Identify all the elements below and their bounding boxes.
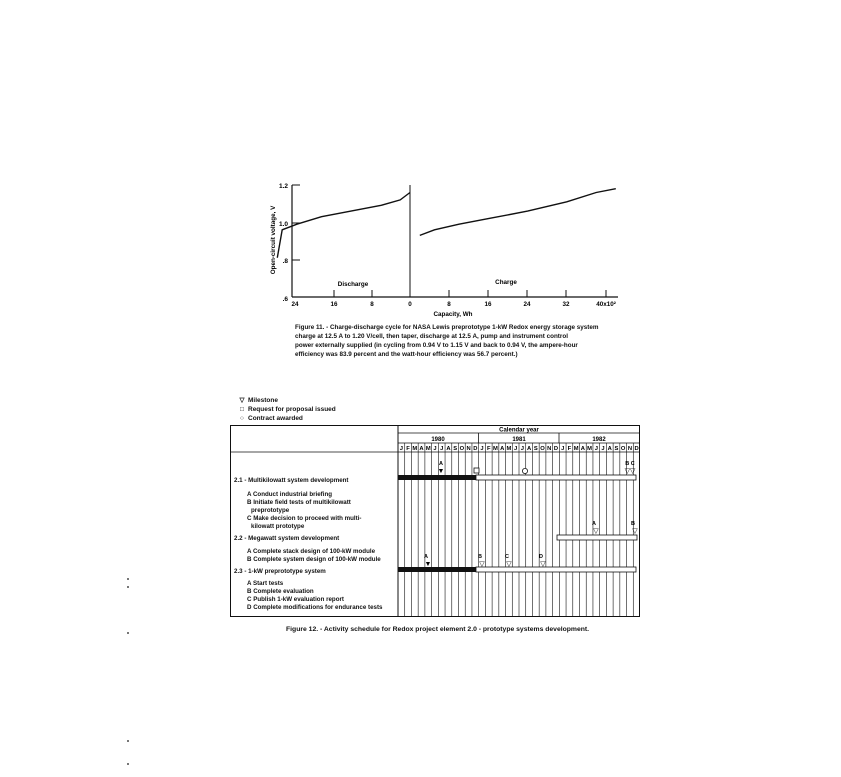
year-label: 1980 <box>431 437 445 443</box>
month-label: S <box>614 446 619 452</box>
task-label: B Complete system design of 100-kW module <box>247 556 381 563</box>
month-label: J <box>440 446 444 452</box>
task-label: D Complete modifications for endurance tests <box>247 604 383 611</box>
month-label: A <box>580 446 585 452</box>
month-label: M <box>573 446 579 452</box>
task-bar-2-3-active <box>398 567 476 572</box>
month-label: A <box>446 446 451 452</box>
milestone-triangle-icon: ▼ <box>424 561 432 568</box>
legend-milestone <box>236 396 336 405</box>
task-label: A Conduct industrial briefing <box>247 491 333 498</box>
x-tick-label: 8 <box>370 301 374 308</box>
x-tick-label: 8 <box>447 301 451 308</box>
scan-speck <box>127 578 129 580</box>
task-label: 2.1 - Multikilowatt system development <box>234 477 349 484</box>
task-label: C Make decision to proceed with multi- <box>247 515 362 522</box>
task-label: C Publish 1-kW evaluation report <box>247 596 344 603</box>
month-label: M <box>425 446 431 452</box>
month-label: N <box>466 446 471 452</box>
y-tick-label: .6 <box>282 296 288 303</box>
milestone-label: A <box>424 554 428 560</box>
month-label: A <box>526 446 532 452</box>
month-label: N <box>547 446 552 452</box>
month-label: A <box>607 446 612 452</box>
triangle-icon: ▽ <box>239 397 245 404</box>
caption-line: Figure 11. - Charge-discharge cycle for NASA Lewis preprototype 1-kW Redox energy storage system <box>295 324 599 331</box>
task-label: 2.2 - Megawatt system development <box>234 535 340 542</box>
task-label: A Complete stack design of 100-kW module <box>247 548 376 555</box>
milestone-label: B <box>478 554 482 560</box>
month-label: A <box>419 446 424 452</box>
year-label: 1982 <box>592 437 606 443</box>
legend-rfp <box>236 405 336 414</box>
month-label: M <box>412 446 418 452</box>
schedule-legend <box>236 396 336 423</box>
month-label: J <box>399 446 403 452</box>
task-label: A Start tests <box>247 580 284 587</box>
square-icon: □ <box>240 406 244 413</box>
milestone-triangle-icon: ▽ <box>540 561 546 568</box>
x-tick-label: 0 <box>408 301 412 308</box>
x-ticks <box>334 290 606 297</box>
month-label: A <box>500 446 505 452</box>
caption-line: power externally supplied (in cycling from 0.94 V to 1.15 V and back to 0.94 V, the ampere-hour <box>295 342 578 349</box>
milestone-triangle-icon: ▽ <box>479 561 485 568</box>
legend-label: Milestone <box>248 397 278 404</box>
milestone-triangle-icon: ▼ <box>437 468 445 475</box>
y-tick-label: .8 <box>282 258 288 265</box>
task-bar-2-1-active <box>398 475 476 480</box>
task-bar-2-3-planned <box>476 567 636 572</box>
milestone-triangle-icon: ▽ <box>506 561 512 568</box>
month-label: J <box>594 446 598 452</box>
month-label: S <box>453 446 458 452</box>
milestone-label: A <box>439 461 443 467</box>
x-tick-label: 32 <box>562 301 570 308</box>
caption-line: efficiency was 83.9 percent and the watt-hour efficiency was 56.7 percent.) <box>295 351 518 358</box>
milestone-label: D <box>539 554 543 560</box>
y-tick-label: 1.2 <box>278 183 288 190</box>
x-tick-label: 40x10² <box>596 301 616 308</box>
month-label: F <box>567 446 572 452</box>
month-label: M <box>506 446 512 452</box>
scan-speck <box>127 740 129 742</box>
month-label: J <box>514 446 518 452</box>
month-label: J <box>561 446 565 452</box>
figure-11-caption <box>295 323 640 359</box>
x-axis-label: Capacity, Wh <box>433 311 473 318</box>
y-axis-label: Open-circuit voltage, V <box>270 205 277 275</box>
scan-speck <box>127 632 129 634</box>
circle-icon: ○ <box>240 415 244 422</box>
milestone-label: A <box>592 521 596 527</box>
month-label: J <box>520 446 524 452</box>
month-label: D <box>473 446 478 452</box>
month-label: D <box>553 446 559 452</box>
milestone-triangle-icon: ▽ <box>632 528 638 535</box>
milestone-triangle-icon: ▽▽ <box>624 468 636 475</box>
month-label: F <box>406 446 410 452</box>
month-label: M <box>587 446 593 452</box>
month-label: J <box>433 446 437 452</box>
legend-label: Request for proposal issued <box>248 406 336 413</box>
task-label: B Initiate field tests of multikilowatt <box>247 499 351 506</box>
month-label: M <box>493 446 498 452</box>
milestone-label: B C <box>625 461 635 467</box>
month-label: J <box>480 446 484 452</box>
x-tick-label: 16 <box>330 301 338 308</box>
caption-line: charge at 12.5 A to 1.20 V/cell, then taper, discharge at 12.5 A, pump and instrument control <box>295 333 568 340</box>
month-label: S <box>533 446 538 452</box>
discharge-curve <box>277 193 410 258</box>
task-label: 2.3 - 1-kW preprototype system <box>234 568 326 575</box>
charge-label: Charge <box>495 279 517 286</box>
task-label: kilowatt prototype <box>251 523 305 530</box>
month-label: O <box>459 446 465 452</box>
discharge-label: Discharge <box>337 281 369 288</box>
milestone-label: C <box>505 554 509 560</box>
task-label: preprototype <box>251 507 290 514</box>
charge-curve <box>420 189 616 236</box>
scan-speck <box>127 586 129 588</box>
task-label: B Complete evaluation <box>247 588 314 595</box>
x-tick-label: 24 <box>291 301 299 308</box>
y-tick-label: 1.0 <box>278 221 288 228</box>
calendar-year-header: Calendar year <box>499 427 539 434</box>
legend-contract <box>236 414 336 423</box>
legend-label: Contract awarded <box>248 415 303 422</box>
month-label: O <box>540 446 545 452</box>
task-bar-2-1-planned <box>476 475 636 480</box>
scan-speck <box>127 763 129 765</box>
contract-circle-icon <box>522 468 527 473</box>
figure-12-caption: Figure 12. - Activity schedule for Redox project element 2.0 - prototype systems development. <box>286 626 590 633</box>
x-tick-label: 24 <box>523 301 531 308</box>
milestone-triangle-icon: ▽ <box>593 528 599 535</box>
year-label: 1981 <box>512 437 526 443</box>
milestone-label: B <box>631 521 635 527</box>
month-label: F <box>486 446 491 452</box>
x-tick-label: 16 <box>484 301 492 308</box>
rfp-square-icon <box>474 468 479 473</box>
month-label: D <box>634 446 639 452</box>
month-label: J <box>601 446 605 452</box>
task-bar-2-2-planned <box>557 535 637 540</box>
month-label: N <box>627 446 633 452</box>
month-label: O <box>620 446 626 452</box>
